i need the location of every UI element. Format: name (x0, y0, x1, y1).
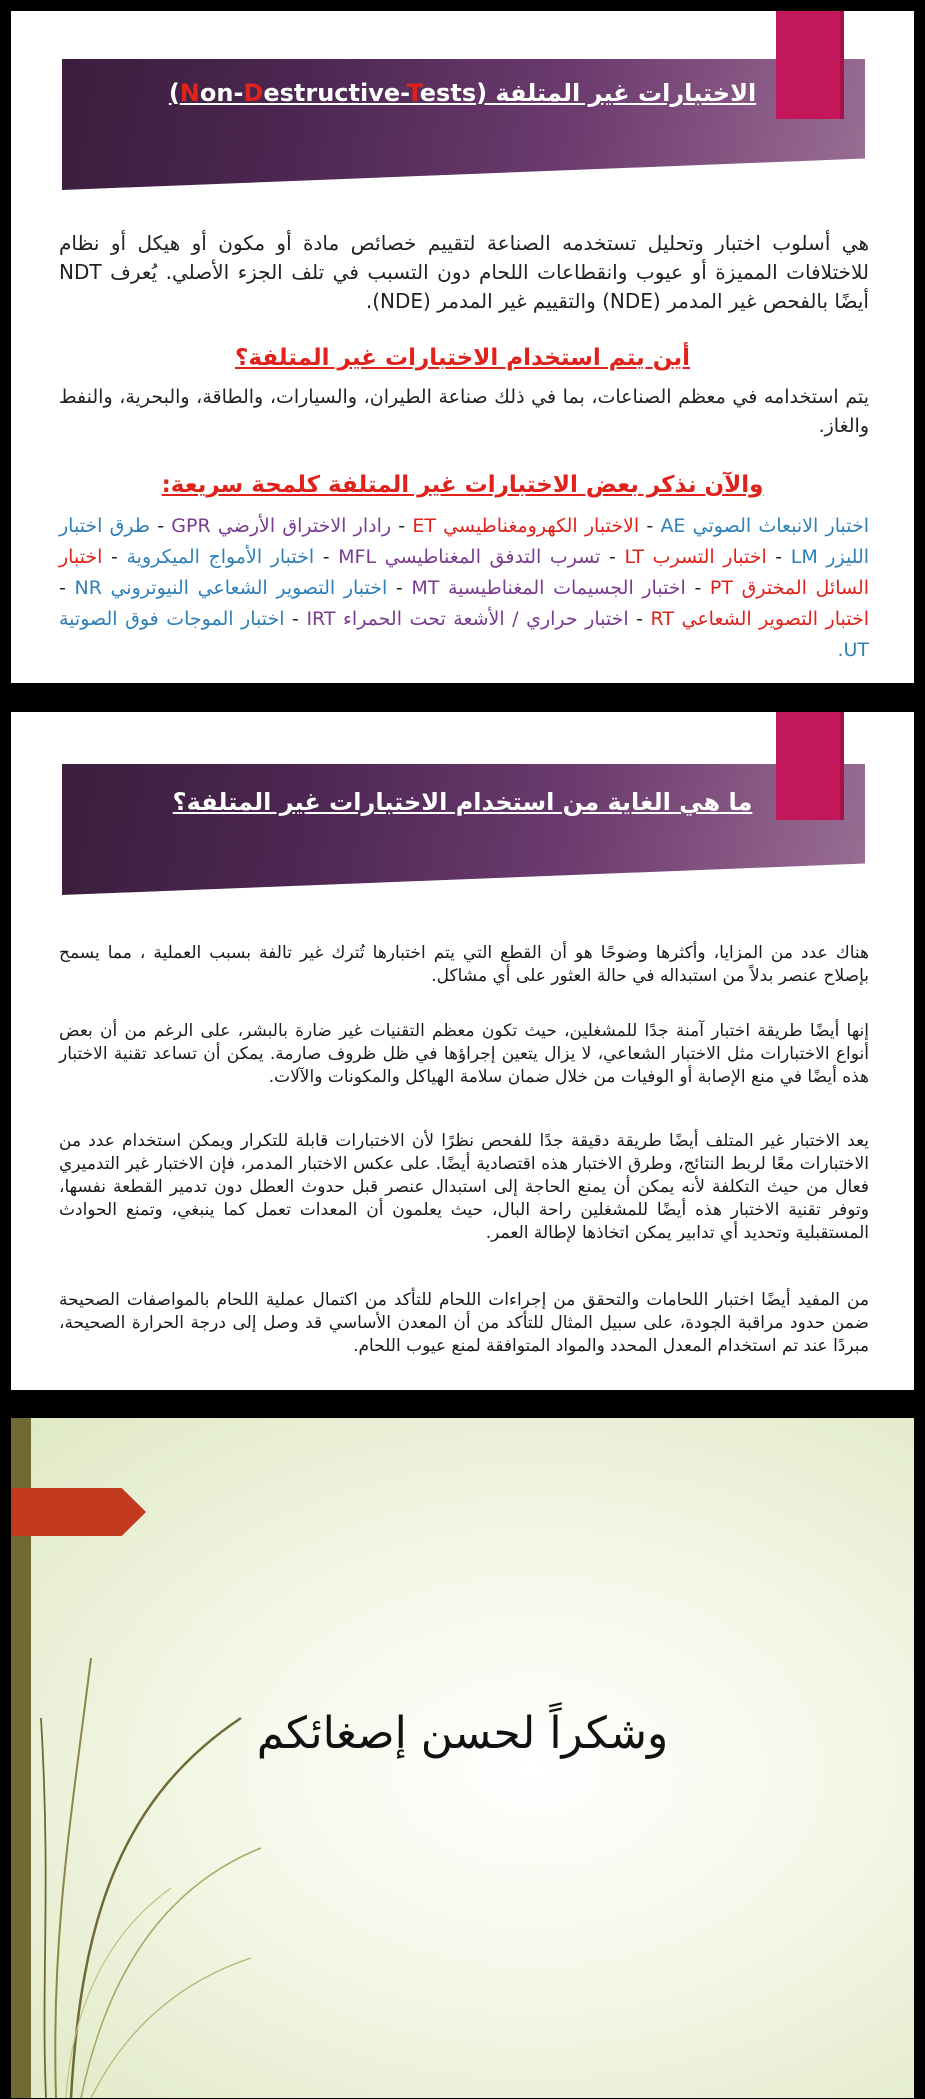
where-heading: أين يتم استخدام الاختبارات غير المتلفة؟ (234, 345, 690, 371)
slide-thanks (11, 1418, 914, 2098)
tests-list-heading: والآن نذكر بعض الاختبارات غير المتلفة كلمحة سريعة: (161, 472, 764, 498)
test-item: اختبار التصوير الشعاعي النيوتروني NR (74, 577, 388, 599)
test-item: اختبار الأمواج الميكروية (126, 546, 315, 568)
test-item: اختبار الانبعاث الصوتي AE (660, 515, 869, 537)
arrow-shape (11, 1488, 146, 1536)
intro-paragraph: هي أسلوب اختبار وتحليل تستخدمه الصناعة لتقييم خصائص مادة أو مكون أو هيكل أو نظام للاختلافات المميزة أو عيوب وانقطاعات اللحام دون التسبب في تلف الجزء الأصلي. يُعرف NDT أيضًا بالفحص غير المدمر (NDE) والتقييم غير المدمر (NDE). (59, 231, 869, 313)
slide2-title: ما هي الغاية من استخدام الاختبارات غير المتلفة؟ (172, 788, 753, 816)
test-item: اختبار السائل المخترق PT (59, 546, 869, 599)
test-item: اختبار الجسيمات المغناطيسية MT (411, 577, 686, 599)
test-item: الاختبار الكهرومغناطيسي ET (412, 515, 640, 537)
test-item: اختبار التسرب LT (624, 546, 767, 568)
title-banner (62, 764, 865, 895)
test-item: اختبار التصوير الشعاعي RT (650, 608, 870, 630)
purpose-paragraph-2: إنها أيضًا طريقة اختبار آمنة جدًا للمشغلين، حيث تكون معظم التقنيات غير ضارة بالبشر، على الرغم من أن بعض أنواع الاختبارات مثل الاختبار الشعاعي، لا يزال يتعين إجراؤها في ظل ظروف صارمة. يمكن أن تساعد تقنية الاختبار هذه أيضًا في منع الإصابة أو الوفيات من خلال ضمان سلامة الهياكل والمكونات والآلات. (59, 1021, 869, 1087)
slide-ndt-intro (11, 11, 914, 683)
test-item: اختبار الموجات فوق الصوتية UT. (59, 608, 869, 661)
tests-list: اختبار الانبعاث الصوتي AE - الاختبار الكهرومغناطيسي ET - رادار الاختراق الأرضي GPR - طرق اختبار الليزر LM - اختبار التسرب LT - تسرب التدفق المغناطيسي MFL - اختبار الأمواج الميكروية - اختبار السائل المخترق PT - اختبار الجسيمات المغناطيسية MT - اختبار التصوير الشعاعي النيوتروني NR - اختبار التصوير الشعاعي RT - اختبار حراري / الأشعة تحت الحمراء IRT - اختبار الموجات فوق الصوتية UT. (59, 515, 870, 661)
slide1-title: الاختبارات غير المتلفة (Non-Destructive-Tests) (168, 79, 757, 107)
purpose-paragraph-3: يعد الاختبار غير المتلف أيضًا طريقة دقيقة جدًا للفحص نظرًا لأن الاختبارات قابلة للتكرار ويمكن استخدام عدد من الاختبارات معًا لربط النتائج، وطرق الاختبار هذه اقتصادية أيضًا. على عكس الاختبار المدمر، فإن الاختبار غير التدميري فعال من حيث التكلفة لأنه يمكن أن يمنع الحاجة إلى استبدال عنصر قبل حدوث العطل دون تدمير القطعة نفسها، وتوفر تقنية الاختبار هذه أيضًا للمشغلين راحة البال، حيث يعلمون أن المعدات تعمل كما ينبغي، وتمنع الحوادث المستقبلية وتحديد أي تدابير يمكن اتخاذها لإطالة العمر. (59, 1131, 869, 1243)
test-item: رادار الاختراق الأرضي GPR (171, 515, 392, 537)
test-item: اختبار حراري / الأشعة تحت الحمراء IRT (306, 608, 629, 630)
test-item: تسرب التدفق المغناطيسي MFL (338, 546, 601, 568)
purpose-paragraph-4: من المفيد أيضًا اختبار اللحامات والتحقق من إجراءات اللحام للتأكد من اكتمال عملية اللحام بالمواصفات الصحيحة ضمن حدود مراقبة الجودة، على سبيل المثال للتأكد من أن المعدن الأساسي قد وصل إلى درجة الحرارة الصحيحة، مبردًا عند تم استخدام المعدل المحدد والمواد المتوافقة لمنع عيوب اللحام. (59, 1290, 869, 1356)
thanks-text: وشكراً لحسن إصغائكم (256, 1708, 669, 1759)
slide-ndt-purpose (11, 712, 914, 1390)
test-item: طرق اختبار الليزر LM (59, 515, 870, 568)
purpose-paragraph-1: هناك عدد من المزايا، وأكثرها وضوحًا هو أن القطع التي يتم اختبارها تُترك غير تالفة بسبب العملية ، مما يسمح بإصلاح عنصر بدلاً من استبداله في حالة العثور على أي مشاكل. (59, 943, 869, 986)
where-paragraph: يتم استخدامه في معظم الصناعات، بما في ذلك صناعة الطيران، والسيارات، والطاقة، والبحرية، والنفط والغاز. (59, 386, 869, 437)
